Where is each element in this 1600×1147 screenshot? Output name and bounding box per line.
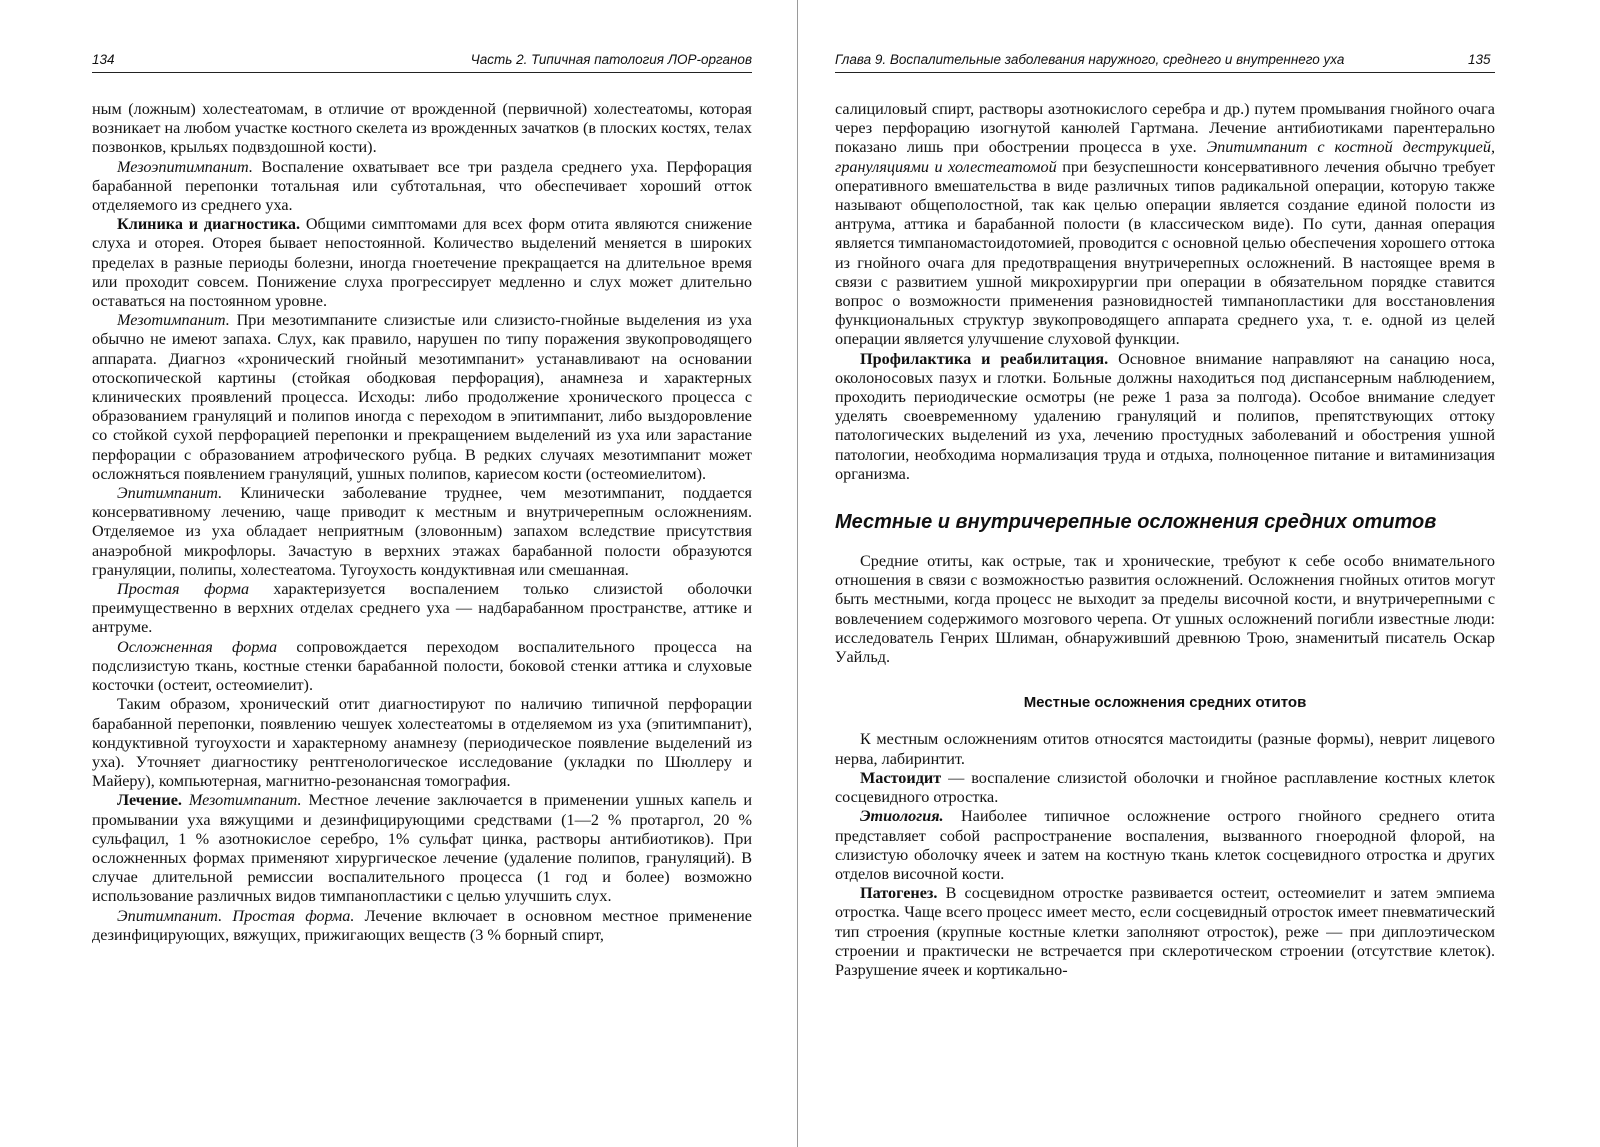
- paragraph: Клиника и диагностика. Общими симптомами для всех форм отита являются снижение слуха и оторея. Оторея бывает непостоянной. Количество выделений меняется в широких пределах в разные периоды болезни, иногда гноетечение прекращается на длительное время или проходит совсем. Понижение слуха прогрессирует медленно и слух может длительно оставаться на постоянном уровне.: [92, 215, 752, 311]
- paragraph: Мезотимпанит. При мезотимпаните слизистые или слизисто-гнойные выделения из уха обычно не имеют запаха. Слух, как правило, нарушен по типу поражения звукопроводящего аппарата. Диагноз «хронический гнойный мезотимпанит» устанавливают на основании отоскопической картины (стойкая ободковая перфорация), анамнеза и характерных клинических проявлений процесса. Исходы: либо продолжение хронического процесса с образованием грануляций и полипов иногда с переходом в эпитимпанит, либо выздоровление со стойкой сухой перфорацией перепонки и прекращением выделений из уха или зарастание перфорации с образованием атрофического рубца. В редких случаях мезотимпанит может осложняться появлением грануляций, ушных полипов, кариесом кости (остеомиелитом).: [92, 311, 752, 483]
- paragraph: Средние отиты, как острые, так и хронические, требуют к себе особо внимательного отношения в связи с возможностью развития осложнений. Осложнения гнойных отитов могут быть местными, когда процесс не выходит за пределы височной кости, и внутричерепными с вовлечением содержимого мозгового черепа. От ушных осложнений погибли известные люди: исследователь Генрих Шлиман, обнаруживший древнюю Трою, знаменитый писатель Оскар Уайльд.: [835, 552, 1495, 667]
- book-spine: [797, 0, 798, 1147]
- left-header-rule: [92, 72, 752, 73]
- paragraph: Мезоэпитимпанит. Воспаление охватывает все три раздела среднего уха. Перфорация барабанной перепонки тотальная или субтотальная, что обеспечивает хороший отток отделяемого из среднего уха.: [92, 157, 752, 215]
- left-running-head: Часть 2. Типичная патология ЛОР-органов: [470, 52, 752, 67]
- paragraph: салициловый спирт, растворы азотнокислого серебра и др.) путем промывания гнойного очага через перфорацию изогнутой канюлей Гартмана. Лечение антибиотиками парентерально показано лишь при обострении процесса в ухе. Эпитимпанит с костной деструкцией, грануляциями и холестеатомой при безуспешности консервативного лечения обычно требует оперативного вмешательства в виде различных типов радикальной операции, которую также называют общеполостной, так как целью операции является создание единой полости из антрума, аттика и барабанной полости (в классическом виде). По сути, данная операция является тимпаномастоидотомией, проводится с основной целью обеспечения хорошего оттока из гнойного очага для предотвращения внутричерепных осложнений. В настоящее время в связи с развитием ушной микрохирургии при операции в обязательном порядке ставится вопрос о возможности применения разновидностей тимпанопластики для восстановления функциональных структур звукопроводящего аппарата среднего уха, т. е. одной из целей операции является улучшение слуховой функции.: [835, 100, 1495, 349]
- right-body-text: [835, 100, 1495, 980]
- right-running-head: Глава 9. Воспалительные заболевания наружного, среднего и внутреннего уха: [835, 52, 1345, 67]
- paragraph: Осложненная форма сопровождается переходом воспалительного процесса на подслизистую ткань, костные стенки барабанной полости, боковой стенки аттика и слуховые косточки (остеит, остеомиелит).: [92, 637, 753, 695]
- paragraph: Профилактика и реабилитация. Основное внимание направляют на санацию носа, околоносовых пазух и глотки. Больные должны находиться под диспансерным наблюдением, проходить периодические осмотры (не реже 1 раза за полгода). Особое внимание следует уделять своевременному удалению грануляций и полипов, препятствующих оттоку патологических выделений из уха, лечению простудных заболеваний и обострения ушной патологии, необходима нормализация труда и отдыха, полноценное питание и витаминизация организма.: [835, 349, 1496, 483]
- paragraph: Этиология. Наиболее типичное осложнение острого гнойного среднего отита представляет собой распространение воспаления, вызванного гноеродной флорой, на слизистую оболочку ячеек и затем на костную ткань клеток сосцевидного отростка и других отделов височной кости.: [835, 807, 1495, 883]
- right-header-rule: [835, 72, 1495, 73]
- paragraph: Таким образом, хронический отит диагностируют по наличию типичной перфорации барабанной перепонки, появлению чешуек холестеатомы в отделяемом из уха (эпитимпанит), кондуктивной тугоухости и характерному анамнезу (периодическое появление выделений из уха). Уточняет диагностику рентгенологическое исследование (укладки по Шюллеру и Майеру), компьютерная, магнитно-резонансная томография.: [92, 695, 752, 791]
- right-page-number: 135: [1468, 52, 1491, 67]
- paragraph: К местным осложнениям отитов относятся мастоидиты (разные формы), неврит лицевого нерва, лабиринтит.: [835, 730, 1495, 768]
- section-heading: Местные и внутричерепные осложнения средних отитов: [835, 511, 1437, 534]
- paragraph: ным (ложным) холестеатомам, в отличие от врожденной (первичной) холестеатомы, которая возникает на любом участке костного скелета из врожденных зачатков (в плоских костях, телах позвонков, крыльях подвздошной кости).: [92, 100, 752, 157]
- paragraph: Эпитимпанит. Клинически заболевание труднее, чем мезотимпанит, поддается консервативному лечению, чаще приводит к местным и внутричерепным осложнениям. Отделяемое из уха обладает неприятным (зловонным) запахом вследствие присутствия анаэробной микрофлоры. Зачастую в верхних этажах барабанной полости образуются грануляции, полипы, холестеатома. Тугоухость кондуктивная или смешанная.: [92, 484, 752, 579]
- paragraph: Простая форма характеризуется воспалением только слизистой оболочки преимущественно в верхних отделах среднего уха — надбарабанном пространстве, аттике и антруме.: [92, 580, 752, 637]
- paragraph: Лечение. Мезотимпанит. Местное лечение заключается в применении ушных капель и промывании уха вяжущими и дезинфицирующими средствами (1—2 % протаргол, 20 % сульфацил, 1 % азотнокислое серебро, 1% сульфат цинка, растворы антибиотиков). При осложненных формах применяют хирургическое лечение (удаление полипов, грануляций). В случае длительной ремиссии воспалительного процесса (1 год и более) возможно использование различных видов тимпанопластики с целью улучшить слух.: [92, 791, 752, 906]
- left-page: [0, 0, 790, 1147]
- subsection-heading: Местные осложнения средних отитов: [1023, 694, 1307, 712]
- paragraph: Мастоидит — воспаление слизистой оболочки и гнойное расплавление костных клеток сосцевидного отростка.: [835, 768, 1495, 807]
- paragraph: Патогенез. В сосцевидном отростке развивается остеит, остеомиелит и затем эмпиема отростка. Чаще всего процесс имеет место, если сосцевидный отросток имеет пневматический тип строения (крупные костные клетки заполняют отросток), реже — при диплоэтическом строении и практически не встречается при склеротическом строении (отсутствие клеток). Разрушение ячеек и кортикально-: [835, 884, 1495, 979]
- right-page: [800, 0, 1600, 1147]
- left-page-number: 134: [92, 52, 115, 67]
- paragraph: Эпитимпанит. Простая форма. Лечение включает в основном местное применение дезинфицирующих, вяжущих, прижигающих веществ (3 % борный спирт,: [92, 906, 752, 944]
- left-body-text: [92, 100, 752, 945]
